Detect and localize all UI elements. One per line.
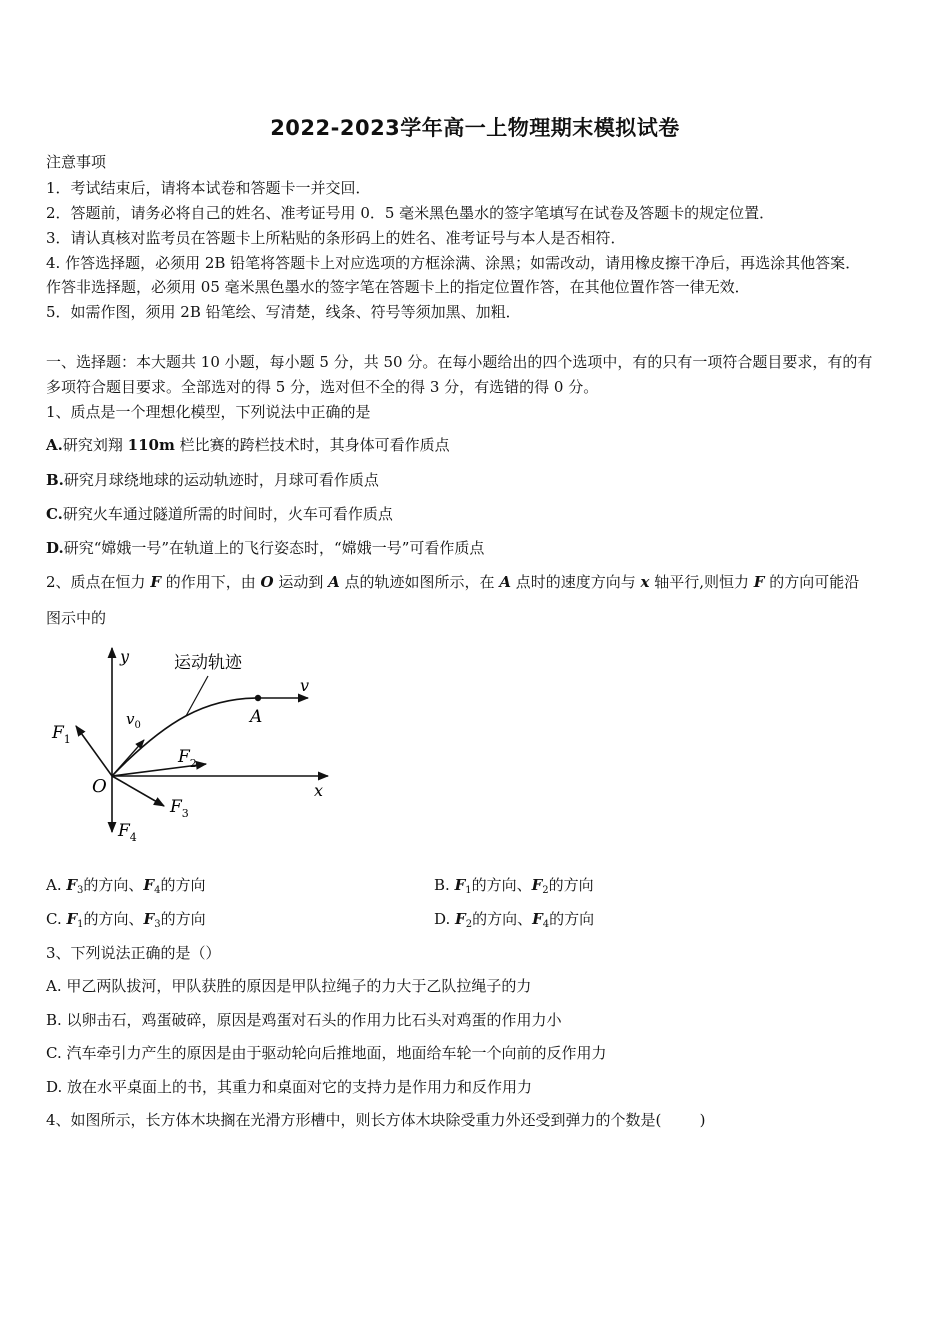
force-symbol: F	[66, 910, 78, 928]
q2-stem-part: 轴平行,则恒力	[649, 573, 754, 591]
f3-subscript: 3	[181, 807, 189, 820]
notice-item-2: 2．答题前，请务必将自己的姓名、准考证号用 0．5 毫米黑色墨水的签字笔填写在试卷及答题卡的规定位置．	[46, 204, 775, 222]
q2-force-symbol: F	[753, 573, 765, 591]
f3-label	[169, 797, 189, 820]
section1-instructions-line1: 一、选择题：本大题共 10 小题，每小题 5 分，共 50 分。在每小题给出的四个选项中，有的只有一项符合题目要求，有的有	[46, 353, 873, 371]
q2-option-b	[434, 875, 594, 901]
q2-option-b-text: 的方向	[548, 876, 594, 894]
x-axis-label: x	[314, 781, 324, 800]
notice-item-5: 5．如需作图，须用 2B 铅笔绘、写清楚，线条、符号等须加黑、加粗．	[46, 303, 521, 321]
f2-label	[177, 747, 197, 770]
q4-stem	[46, 1110, 705, 1130]
trajectory-label: 运动轨迹	[174, 653, 242, 673]
force-symbol: F	[66, 876, 78, 894]
force-symbol: F	[143, 876, 155, 894]
q2-option-d-text: 的方向	[549, 910, 595, 928]
q2-stem-part: 的作用下，由	[160, 573, 261, 591]
v0-arrow	[112, 740, 144, 776]
q2-option-a-text: 的方向、	[83, 876, 144, 894]
q2-option-c-letter: C.	[46, 910, 67, 928]
v0-label	[126, 710, 141, 731]
origin-label: O	[92, 776, 107, 797]
q2-stem-part: 的方向可能沿	[764, 573, 860, 591]
force-subscript: 3	[154, 919, 161, 930]
q1-option-d-letter: D.	[46, 539, 64, 557]
q2-option-c-text: 的方向	[160, 910, 206, 928]
f1-label	[51, 723, 71, 746]
q2-option-a-letter: A.	[46, 876, 67, 894]
f2-subscript: 2	[189, 757, 197, 770]
force-subscript: 4	[542, 919, 550, 930]
q2-option-d	[434, 909, 594, 935]
notice-item-4: 4. 作答选择题，必须用 2B 铅笔将答题卡上对应选项的方框涂满、涂黑；如需改动，请用橡皮擦干净后，再选涂其他答案．	[46, 254, 861, 272]
q1-option-d-text: 研究“嫦娥一号”在轨道上的飞行姿态时，“嫦娥一号”可看作质点	[63, 539, 485, 557]
q2-option-a	[46, 875, 205, 901]
q2-stem-line2: 图示中的	[46, 609, 107, 627]
q1-option-a	[46, 435, 450, 455]
force-symbol: F	[532, 910, 543, 928]
v0-subscript: 0	[134, 720, 141, 731]
v0-symbol: v	[126, 710, 135, 728]
f1-arrow	[76, 726, 112, 776]
force-symbol: F	[531, 876, 543, 894]
q2-option-b-letter: B.	[434, 876, 455, 894]
notice-heading: 注意事项	[46, 153, 107, 171]
q2-point-symbol: A	[499, 573, 511, 591]
point-a-dot	[255, 695, 261, 701]
f4-symbol: F	[118, 821, 130, 841]
f1-subscript: 1	[63, 733, 71, 746]
q2-stem-part: 2、质点在恒力	[46, 573, 151, 591]
section1-instructions-line2: 多项符合题目要求。全部选对的得 5 分，选对但不全的得 3 分，有选错的得 0 分。	[46, 378, 599, 396]
q3-option-d: D. 放在水平桌面上的书，其重力和桌面对它的支持力是作用力和反作用力	[46, 1078, 533, 1096]
notice-item-3: 3．请认真核对监考员在答题卡上所粘贴的条形码上的姓名、准考证号与本人是否相符．	[46, 229, 626, 247]
q1-option-c	[46, 504, 393, 524]
force-subscript: 4	[154, 885, 161, 896]
f3-arrow	[112, 776, 164, 806]
q2-stem-part: 点的轨迹如图所示，在	[339, 573, 500, 591]
f1-symbol: F	[52, 723, 64, 743]
q2-option-d-text: 的方向、	[472, 910, 533, 928]
page-title: 2022-2023学年高一上物理期末模拟试卷	[270, 116, 680, 140]
q2-option-b-text: 的方向、	[471, 876, 532, 894]
q1-option-b-letter: B.	[46, 471, 64, 489]
notice-item-4-cont: 作答非选择题，必须用 05 毫米黑色墨水的签字笔在答题卡上的指定位置作答，在其他位置作答一律无效．	[46, 278, 750, 296]
q1-option-c-text: 研究火车通过隧道所需的时间时，火车可看作质点	[62, 505, 393, 523]
q2-point-symbol: A	[328, 573, 340, 591]
force-symbol: F	[143, 910, 155, 928]
force-subscript: 1	[77, 919, 84, 930]
force-subscript: 2	[465, 919, 473, 930]
q1-option-d	[46, 538, 484, 558]
q3-option-a: A. 甲乙两队拔河，甲队获胜的原因是甲队拉绳子的力大于乙队拉绳子的力	[46, 977, 532, 995]
q2-option-d-letter: D.	[434, 910, 456, 928]
q1-option-b-text: 研究月球绕地球的运动轨迹时，月球可看作质点	[63, 471, 379, 489]
q1-option-a-letter: A.	[46, 436, 63, 454]
q2-origin-symbol: O	[260, 573, 274, 591]
q4-stem-text: 4、如图所示，长方体木块搁在光滑方形槽中，则长方体木块除受重力外还受到弹力的个数是(	[46, 1111, 662, 1129]
q2-option-c-text: 的方向、	[83, 910, 144, 928]
q2-axis-symbol: x	[640, 573, 650, 591]
q4-answer-blank	[661, 1111, 699, 1129]
q1-option-a-text-post: 栏比赛的跨栏技术时，其身体可看作质点	[174, 436, 450, 454]
q3-option-c: C. 汽车牵引力产生的原因是由于驱动轮向后推地面，地面给车轮一个向前的反作用力	[46, 1044, 607, 1062]
f4-subscript: 4	[129, 831, 137, 844]
force-symbol: F	[454, 876, 466, 894]
force-subscript: 2	[542, 885, 549, 896]
force-subscript: 1	[465, 885, 472, 896]
f2-symbol: F	[178, 747, 190, 767]
q1-stem: 1、质点是一个理想化模型，下列说法中正确的是	[46, 403, 371, 421]
force-subscript: 3	[77, 885, 84, 896]
velocity-label: v	[300, 676, 310, 695]
force-symbol: F	[455, 910, 466, 928]
q2-force-symbol: F	[150, 573, 161, 591]
f3-symbol: F	[170, 797, 182, 817]
q2-stem-part: 点时的速度方向与	[510, 573, 641, 591]
q2-option-c	[46, 909, 206, 935]
y-axis-label: y	[120, 647, 130, 666]
q2-option-a-text: 的方向	[160, 876, 206, 894]
q2-stem	[46, 572, 859, 592]
q4-stem-close: )	[699, 1111, 706, 1129]
q1-option-a-text-pre: 研究刘翔	[62, 436, 128, 454]
q1-option-a-distance: 110m	[127, 436, 175, 454]
f4-label	[117, 821, 137, 844]
point-a-label: A	[250, 707, 263, 727]
q2-trajectory-figure	[46, 640, 346, 845]
q2-stem-part: 运动到	[273, 573, 329, 591]
q3-stem: 3、下列说法正确的是（）	[46, 944, 221, 962]
q3-option-b: B. 以卵击石，鸡蛋破碎，原因是鸡蛋对石头的作用力比石头对鸡蛋的作用力小	[46, 1011, 562, 1029]
q1-option-b	[46, 470, 379, 490]
notice-item-1: 1．考试结束后，请将本试卷和答题卡一并交回．	[46, 179, 371, 197]
q1-option-c-letter: C.	[46, 505, 63, 523]
